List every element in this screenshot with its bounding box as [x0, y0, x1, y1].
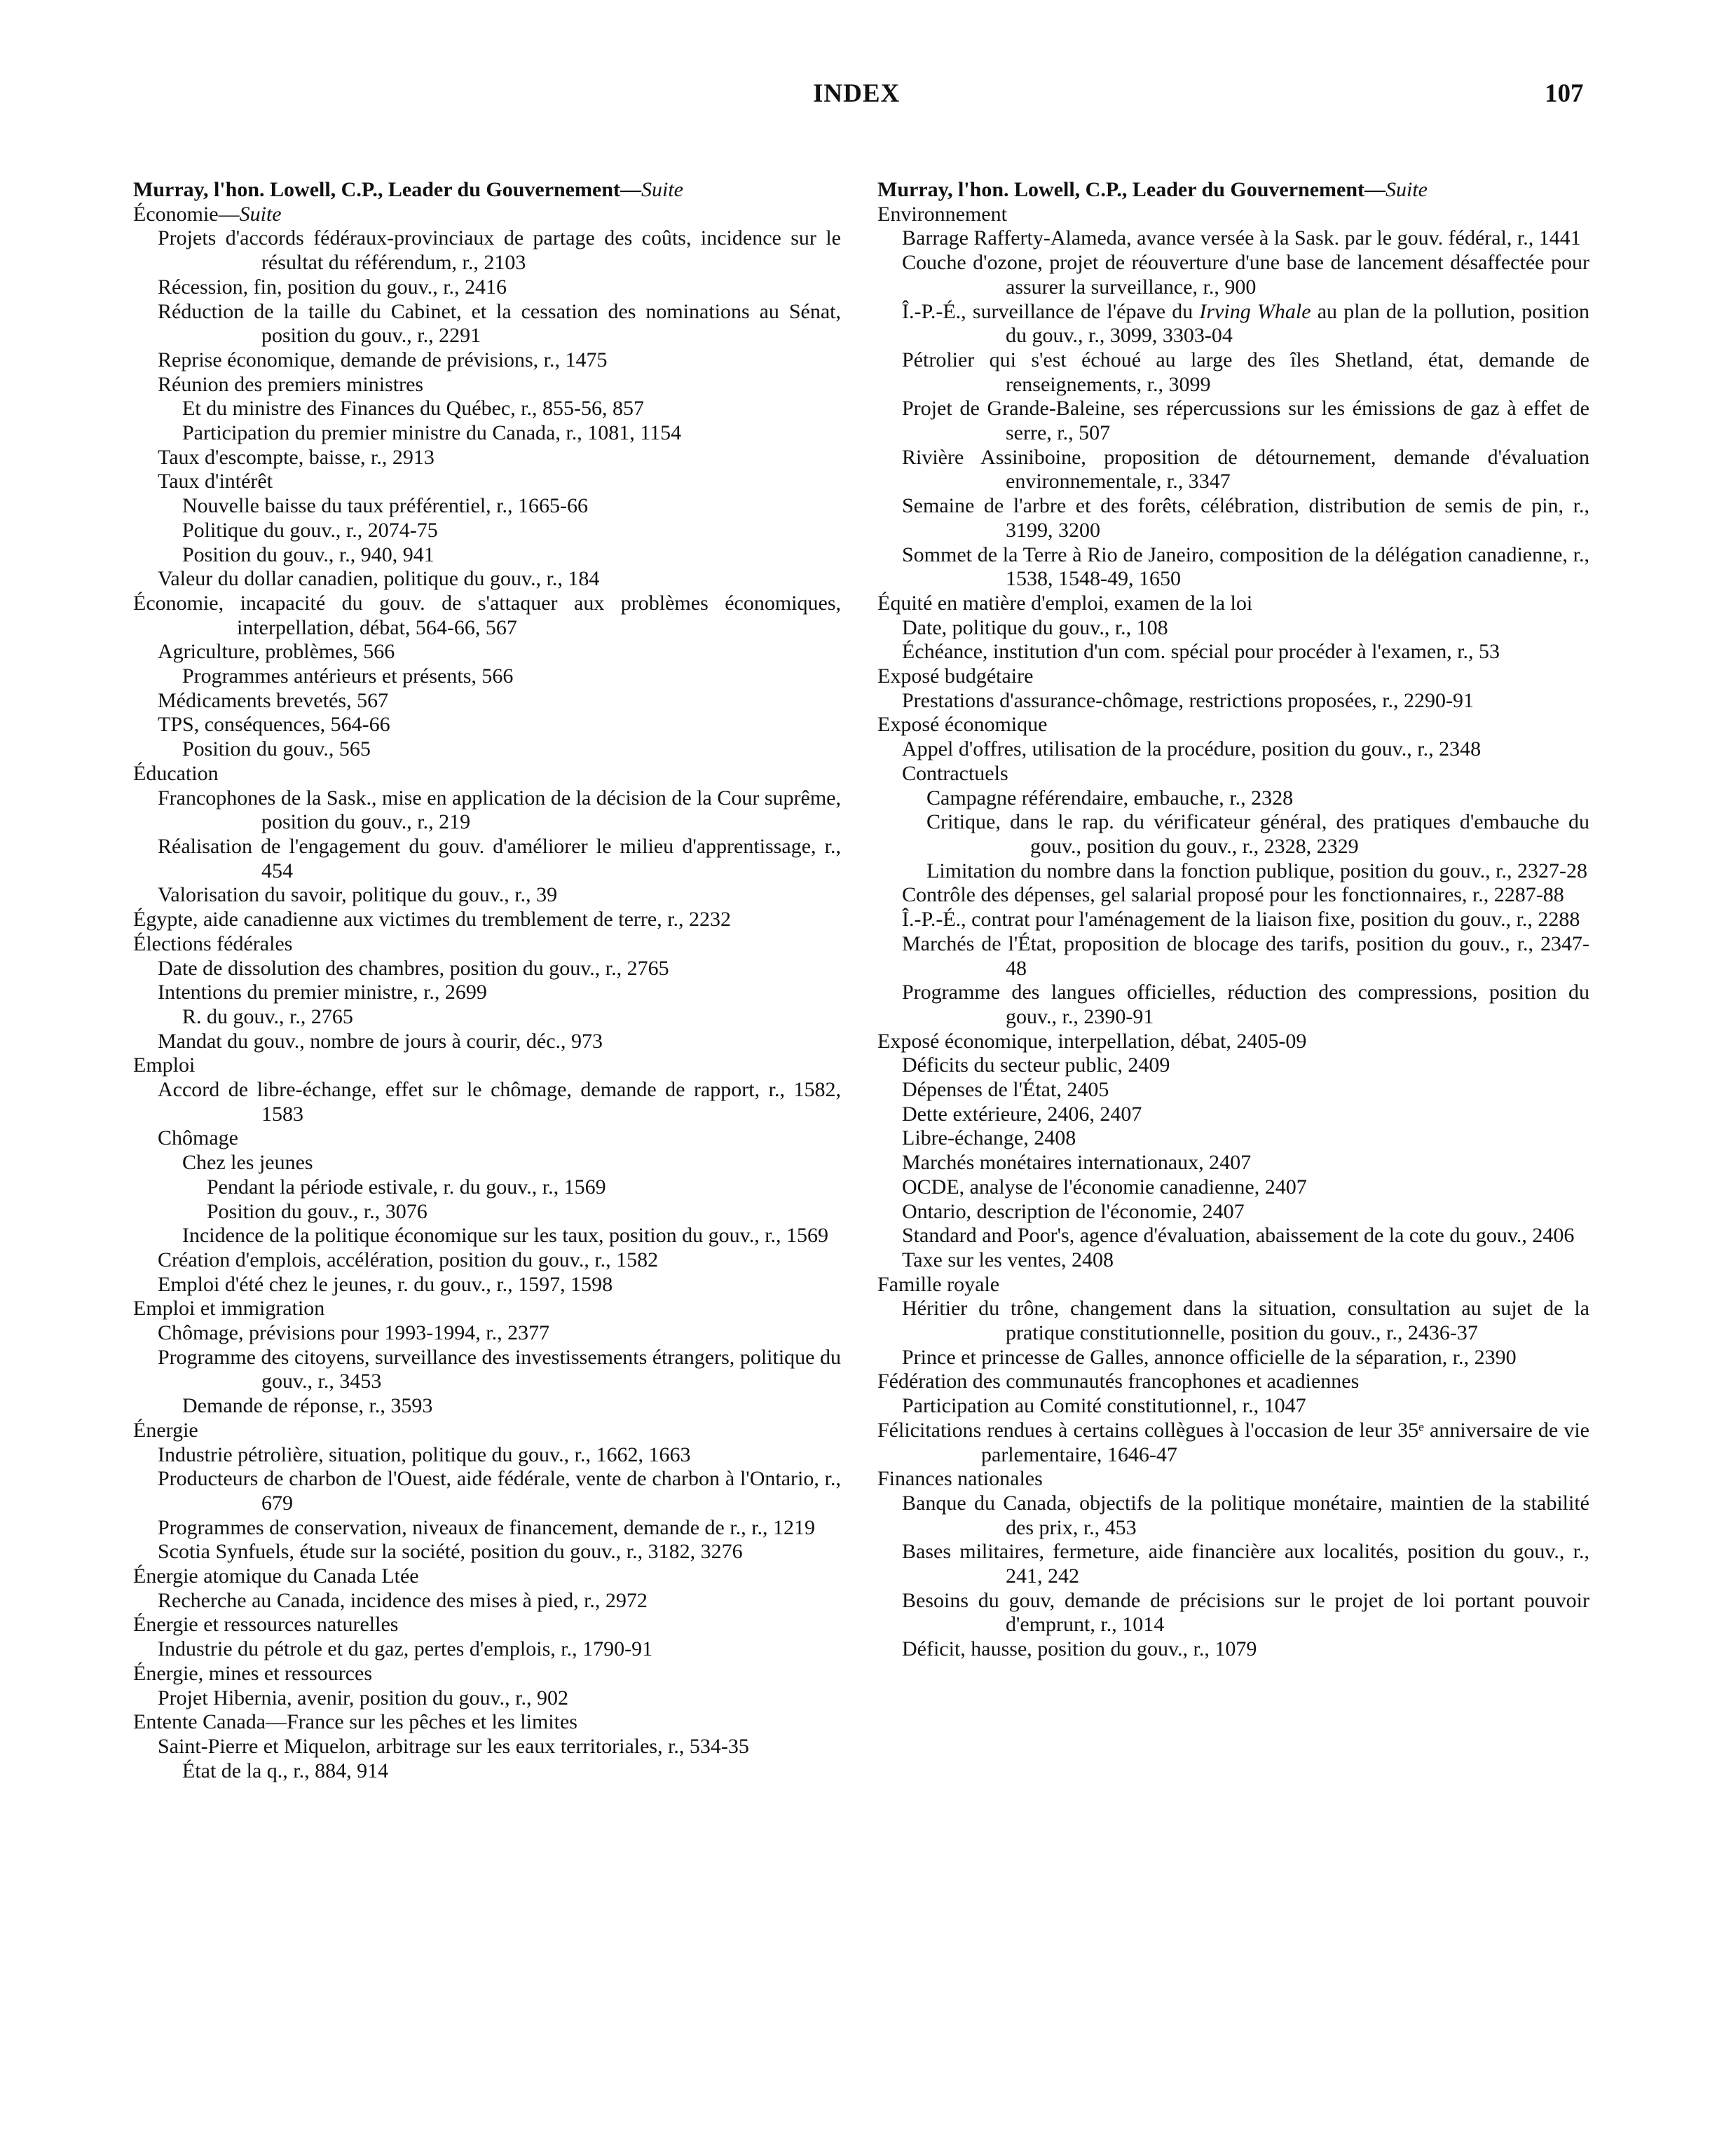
entry-text: Emploi	[133, 1053, 196, 1077]
entry-text: Critique, dans le rap. du vérificateur général, des pratiques d'embauche du gouv., position du gouv., r., 2328, 2329	[926, 810, 1589, 858]
index-entry	[133, 275, 841, 300]
entry-text: Murray, l'hon. Lowell, C.P., Leader du Gouvernement—	[877, 178, 1386, 201]
entry-text: Ontario, description de l'économie, 2407	[902, 1199, 1245, 1223]
index-entry	[133, 1224, 841, 1248]
index-entry	[133, 1030, 841, 1054]
index-heading	[133, 178, 841, 203]
index-entry	[877, 1589, 1589, 1637]
index-entry	[133, 1151, 841, 1175]
index-entry	[133, 689, 841, 714]
entry-text: Bases militaires, fermeture, aide financière aux localités, position du gouv., r., 241, 242	[902, 1540, 1589, 1588]
index-entry	[133, 1516, 841, 1541]
index-entry	[133, 1735, 841, 1759]
index-entry	[133, 664, 841, 689]
entry-text: Dépenses de l'État, 2405	[902, 1078, 1109, 1102]
entry-text: Programmes antérieurs et présents, 566	[182, 664, 514, 688]
entry-text: Équité en matière d'emploi, examen de la loi	[877, 591, 1253, 615]
entry-text: Francophones de la Sask., mise en application de la décision de la Cour suprême, position du gouv., r., 219	[158, 786, 841, 834]
entry-text: Marchés de l'État, proposition de blocage des tarifs, position du gouv., r., 2347-48	[902, 932, 1589, 980]
index-entry	[133, 421, 841, 446]
index-entry	[133, 786, 841, 835]
index-entry	[877, 226, 1589, 251]
index-entry	[133, 737, 841, 762]
entry-text: Programme des langues officielles, réduction des compressions, position du gouv., r., 2390-91	[902, 981, 1589, 1028]
page-number: 107	[1545, 79, 1584, 108]
index-entry	[133, 981, 841, 1005]
entry-italic-text: Irving Whale	[1199, 299, 1311, 323]
entry-text: Famille royale	[877, 1272, 1000, 1296]
index-entry	[877, 908, 1589, 932]
entry-text: Taux d'intérêt	[158, 470, 273, 493]
entry-text: Économie, incapacité du gouv. de s'attaquer aux problèmes économiques, interpellation, débat, 564-66, 567	[133, 591, 841, 639]
index-entry	[877, 737, 1589, 762]
entry-text: Égypte, aide canadienne aux victimes du tremblement de terre, r., 2232	[133, 908, 732, 932]
index-entry	[133, 1710, 841, 1735]
entry-text: Mandat du gouv., nombre de jours à courir, déc., 973	[158, 1029, 603, 1053]
entry-text: Emploi et immigration	[133, 1297, 325, 1321]
entry-text: Position du gouv., r., 3076	[207, 1199, 427, 1223]
entry-text: Contrôle des dépenses, gel salarial proposé pour les fonctionnaires, r., 2287-88	[902, 883, 1564, 907]
entry-text: Reprise économique, demande de prévisions, r., 1475	[158, 348, 608, 371]
index-entry	[877, 1053, 1589, 1078]
index-column-left	[133, 178, 841, 1783]
index-entry	[133, 1321, 841, 1346]
entry-text: Héritier du trône, changement dans la situation, consultation au sujet de la pratique constitutionnelle, position du gouv., r., 2436-37	[902, 1297, 1589, 1345]
index-entry	[133, 567, 841, 592]
index-entry	[133, 1248, 841, 1273]
index-entry	[133, 1613, 841, 1637]
entry-text: Programme des citoyens, surveillance des investissements étrangers, politique du gouv., r., 3453	[158, 1345, 841, 1393]
index-entry	[877, 494, 1589, 543]
entry-text: Entente Canada—France sur les pêches et les limites	[133, 1710, 577, 1734]
entry-text: Valeur du dollar canadien, politique du gouv., r., 184	[158, 567, 600, 591]
index-entry	[877, 640, 1589, 664]
index-entry	[133, 640, 841, 664]
entry-text: Date de dissolution des chambres, position du gouv., r., 2765	[158, 956, 669, 980]
entry-text: Participation au Comité constitutionnel, r., 1047	[902, 1394, 1306, 1418]
index-entry	[133, 1200, 841, 1224]
index-entry	[877, 592, 1589, 616]
entry-text: Date, politique du gouv., r., 108	[902, 615, 1168, 639]
entry-text: Projet Hibernia, avenir, position du gouv., r., 902	[158, 1686, 568, 1710]
index-entry	[877, 1370, 1589, 1394]
entry-text: Chômage	[158, 1126, 238, 1150]
entry-text: Réalisation de l'engagement du gouv. d'améliorer le milieu d'apprentissage, r., 454	[158, 834, 841, 882]
entry-text: Exposé budgétaire	[877, 664, 1034, 688]
index-column-right	[877, 178, 1589, 1662]
entry-text: Campagne référendaire, embauche, r., 2328	[926, 786, 1294, 810]
index-entry	[877, 689, 1589, 714]
entry-text: Rivière Assiniboine, proposition de détournement, demande d'évaluation environnementale, r., 3347	[902, 445, 1589, 493]
index-entry	[877, 1346, 1589, 1370]
index-entry	[877, 1419, 1589, 1467]
entry-text: Sommet de la Terre à Rio de Janeiro, composition de la délégation canadienne, r., 1538, 1548-49, 1650	[902, 543, 1589, 591]
entry-text: Programmes de conservation, niveaux de financement, demande de r., r., 1219	[158, 1515, 816, 1539]
entry-text: État de la q., r., 884, 914	[182, 1759, 389, 1782]
index-entry	[877, 251, 1589, 299]
index-entry	[877, 1467, 1589, 1492]
index-entry	[133, 1540, 841, 1564]
page-title: INDEX	[813, 79, 901, 108]
index-entry	[133, 373, 841, 397]
entry-text: Position du gouv., r., 940, 941	[182, 543, 435, 566]
index-entry	[877, 713, 1589, 737]
index-entry	[133, 446, 841, 470]
index-entry	[133, 1297, 841, 1321]
index-entry	[133, 543, 841, 568]
index-entry	[877, 1200, 1589, 1224]
entry-text: R. du gouv., r., 2765	[182, 1004, 353, 1028]
index-entry	[877, 348, 1589, 397]
entry-text: Récession, fin, position du gouv., r., 2416	[158, 275, 507, 299]
entry-text: Déficit, hausse, position du gouv., r., 1079	[902, 1637, 1257, 1661]
index-entry	[133, 1394, 841, 1419]
entry-text: Position du gouv., 565	[182, 737, 371, 761]
entry-text: Félicitations rendues à certains collègues à l'occasion de leur 35ᵉ anniversaire de vie parlementaire, 1646-47	[877, 1418, 1589, 1466]
entry-suite-label: Suite	[1386, 178, 1428, 201]
index-entry	[877, 810, 1589, 859]
entry-text: Standard and Poor's, agence d'évaluation, abaissement de la cote du gouv., 2406	[902, 1224, 1575, 1248]
index-entry	[133, 592, 841, 640]
index-entry	[877, 300, 1589, 348]
index-entry	[877, 981, 1589, 1029]
entry-suite-label: Suite	[239, 202, 282, 226]
entry-text: Chômage, prévisions pour 1993-1994, r., 2377	[158, 1321, 550, 1345]
entry-text: Limitation du nombre dans la fonction publique, position du gouv., r., 2327-28	[926, 859, 1587, 882]
entry-text: Murray, l'hon. Lowell, C.P., Leader du Gouvernement—	[133, 178, 642, 201]
index-entry	[877, 932, 1589, 981]
index-entry	[133, 1078, 841, 1126]
entry-text: Recherche au Canada, incidence des mises à pied, r., 2972	[158, 1588, 648, 1612]
entry-text: Semaine de l'arbre et des forêts, célébration, distribution de semis de pin, r., 3199, 3200	[902, 494, 1589, 542]
index-entry	[133, 348, 841, 373]
index-entry	[877, 203, 1589, 227]
entry-text: Finances nationales	[877, 1467, 1043, 1491]
index-entry	[133, 226, 841, 275]
index-entry	[877, 397, 1589, 445]
index-entry	[133, 957, 841, 981]
entry-text: Banque du Canada, objectifs de la politique monétaire, maintien de la stabilité des prix, r., 453	[902, 1491, 1589, 1539]
index-entry	[133, 519, 841, 543]
entry-text: Économie—	[133, 202, 240, 226]
entry-text: Médicaments brevetés, 567	[158, 688, 389, 712]
index-entry	[877, 762, 1589, 786]
entry-text: Exposé économique	[877, 713, 1048, 737]
entry-text: Intentions du premier ministre, r., 2699	[158, 981, 487, 1004]
entry-text: Pétrolier qui s'est échoué au large des îles Shetland, état, demande de renseignements, r., 3099	[902, 348, 1589, 396]
entry-text: Environnement	[877, 202, 1007, 226]
entry-text: Prince et princesse de Galles, annonce officielle de la séparation, r., 2390	[902, 1345, 1517, 1369]
index-entry	[877, 543, 1589, 592]
index-entry	[877, 1637, 1589, 1662]
entry-text: Projets d'accords fédéraux-provinciaux de partage des coûts, incidence sur le résultat du référendum, r., 2103	[158, 226, 841, 275]
entry-suite-label: Suite	[641, 178, 684, 201]
index-entry	[133, 1759, 841, 1784]
entry-text: Incidence de la politique économique sur les taux, position du gouv., r., 1569	[182, 1224, 829, 1248]
index-entry	[877, 1151, 1589, 1175]
index-heading	[877, 178, 1589, 203]
entry-text: Énergie, mines et ressources	[133, 1661, 373, 1685]
index-entry	[877, 1540, 1589, 1588]
entry-text: Marchés monétaires internationaux, 2407	[902, 1151, 1252, 1175]
entry-text: Accord de libre-échange, effet sur le chômage, demande de rapport, r., 1582, 1583	[158, 1078, 841, 1126]
index-entry	[133, 908, 841, 932]
entry-text: Scotia Synfuels, étude sur la société, position du gouv., r., 3182, 3276	[158, 1540, 743, 1564]
entry-text: Industrie du pétrole et du gaz, pertes d'emplois, r., 1790-91	[158, 1637, 653, 1661]
index-entry	[133, 1126, 841, 1151]
entry-text: Saint-Pierre et Miquelon, arbitrage sur les eaux territoriales, r., 534-35	[158, 1735, 749, 1758]
index-entry	[133, 1346, 841, 1394]
entry-text: Participation du premier ministre du Canada, r., 1081, 1154	[182, 421, 682, 445]
entry-text: Libre-échange, 2408	[902, 1126, 1076, 1150]
entry-text: Fédération des communautés francophones et acadiennes	[877, 1370, 1360, 1393]
index-entry	[133, 203, 841, 227]
entry-text: Projet de Grande-Baleine, ses répercussions sur les émissions de gaz à effet de serre, r., 507	[902, 397, 1589, 445]
entry-text: Et du ministre des Finances du Québec, r., 855-56, 857	[182, 397, 645, 421]
index-entry	[133, 1686, 841, 1711]
entry-text: Emploi d'été chez le jeunes, r. du gouv., r., 1597, 1598	[158, 1272, 613, 1296]
index-entry	[133, 1175, 841, 1200]
entry-text: Appel d'offres, utilisation de la procédure, position du gouv., r., 2348	[902, 737, 1482, 761]
index-entry	[877, 664, 1589, 689]
entry-text: Réduction de la taille du Cabinet, et la cessation des nominations au Sénat, position du gouv., r., 2291	[158, 299, 841, 348]
entry-text: Éducation	[133, 761, 219, 785]
index-entry	[133, 835, 841, 883]
index-entry	[877, 1273, 1589, 1297]
index-entry	[877, 1297, 1589, 1345]
index-entry	[133, 762, 841, 786]
entry-text: Pendant la période estivale, r. du gouv., r., 1569	[207, 1175, 606, 1199]
entry-text: Énergie et ressources naturelles	[133, 1613, 399, 1637]
index-entry	[877, 1126, 1589, 1151]
entry-text: Industrie pétrolière, situation, politique du gouv., r., 1662, 1663	[158, 1442, 691, 1466]
index-entry	[877, 786, 1589, 811]
index-entry	[877, 1394, 1589, 1419]
entry-text: Taux d'escompte, baisse, r., 2913	[158, 445, 435, 469]
entry-text: Exposé économique, interpellation, débat, 2405-09	[877, 1029, 1307, 1053]
index-entry	[877, 1103, 1589, 1127]
entry-text: Barrage Rafferty-Alameda, avance versée à la Sask. par le gouv. fédéral, r., 1441	[902, 226, 1581, 250]
entry-text: Î.-P.-É., contrat pour l'aménagement de la liaison fixe, position du gouv., r., 2288	[902, 908, 1580, 932]
entry-text: Prestations d'assurance-chômage, restrictions proposées, r., 2290-91	[902, 688, 1475, 712]
index-entry	[133, 470, 841, 494]
entry-text: Création d'emplois, accélération, position du gouv., r., 1582	[158, 1248, 659, 1271]
index-entry	[133, 1467, 841, 1515]
entry-text: Agriculture, problèmes, 566	[158, 640, 395, 664]
index-entry	[877, 1492, 1589, 1540]
entry-text: OCDE, analyse de l'économie canadienne, 2407	[902, 1175, 1307, 1199]
entry-text-after: au plan de la pollution, position du gouv., r., 3099, 3303-04	[1006, 299, 1589, 348]
index-entry	[877, 1248, 1589, 1273]
index-entry	[133, 1053, 841, 1078]
index-entry	[133, 1589, 841, 1613]
entry-text: Chez les jeunes	[182, 1151, 313, 1175]
entry-text: Nouvelle baisse du taux préférentiel, r., 1665-66	[182, 494, 588, 518]
index-entry	[133, 932, 841, 957]
index-entry	[133, 1564, 841, 1589]
entry-text: Échéance, institution d'un com. spécial pour procéder à l'examen, r., 53	[902, 640, 1500, 664]
index-entry	[133, 1273, 841, 1297]
entry-text: Déficits du secteur public, 2409	[902, 1053, 1170, 1077]
index-entry	[877, 859, 1589, 884]
index-entry	[133, 1662, 841, 1686]
entry-text: Réunion des premiers ministres	[158, 372, 424, 396]
entry-text: Valorisation du savoir, politique du gouv., r., 39	[158, 883, 558, 907]
index-entry	[877, 616, 1589, 641]
entry-text: TPS, conséquences, 564-66	[158, 713, 390, 737]
index-entry	[133, 1443, 841, 1468]
entry-text: Politique du gouv., r., 2074-75	[182, 518, 438, 542]
entry-text: Taxe sur les ventes, 2408	[902, 1248, 1114, 1271]
index-entry	[133, 1637, 841, 1662]
index-entry	[877, 1175, 1589, 1200]
entry-text: Demande de réponse, r., 3593	[182, 1394, 433, 1418]
index-entry	[877, 1078, 1589, 1103]
entry-text: Producteurs de charbon de l'Ouest, aide fédérale, vente de charbon à l'Ontario, r., 679	[158, 1467, 841, 1515]
index-entry	[133, 1005, 841, 1030]
entry-text: Contractuels	[902, 761, 1008, 785]
entry-text: Dette extérieure, 2406, 2407	[902, 1102, 1142, 1126]
index-entry	[877, 1030, 1589, 1054]
index-entry	[133, 397, 841, 421]
index-entry	[877, 446, 1589, 494]
entry-text: Énergie atomique du Canada Ltée	[133, 1564, 419, 1588]
index-entry	[877, 883, 1589, 908]
entry-text: Besoins du gouv, demande de précisions sur le projet de loi portant pouvoir d'emprunt, r., 1014	[902, 1588, 1589, 1637]
index-entry	[133, 883, 841, 908]
entry-text: Î.-P.-É., surveillance de l'épave du	[902, 299, 1200, 323]
page-header	[0, 79, 1724, 121]
entry-text: Élections fédérales	[133, 932, 293, 955]
entry-text: Énergie	[133, 1418, 198, 1442]
index-entry	[133, 1419, 841, 1443]
entry-text: Couche d'ozone, projet de réouverture d'une base de lancement désaffectée pour assurer la surveillance, r., 900	[902, 251, 1589, 299]
index-entry	[133, 713, 841, 737]
index-entry	[877, 1224, 1589, 1248]
index-entry	[133, 300, 841, 348]
index-entry	[133, 494, 841, 519]
